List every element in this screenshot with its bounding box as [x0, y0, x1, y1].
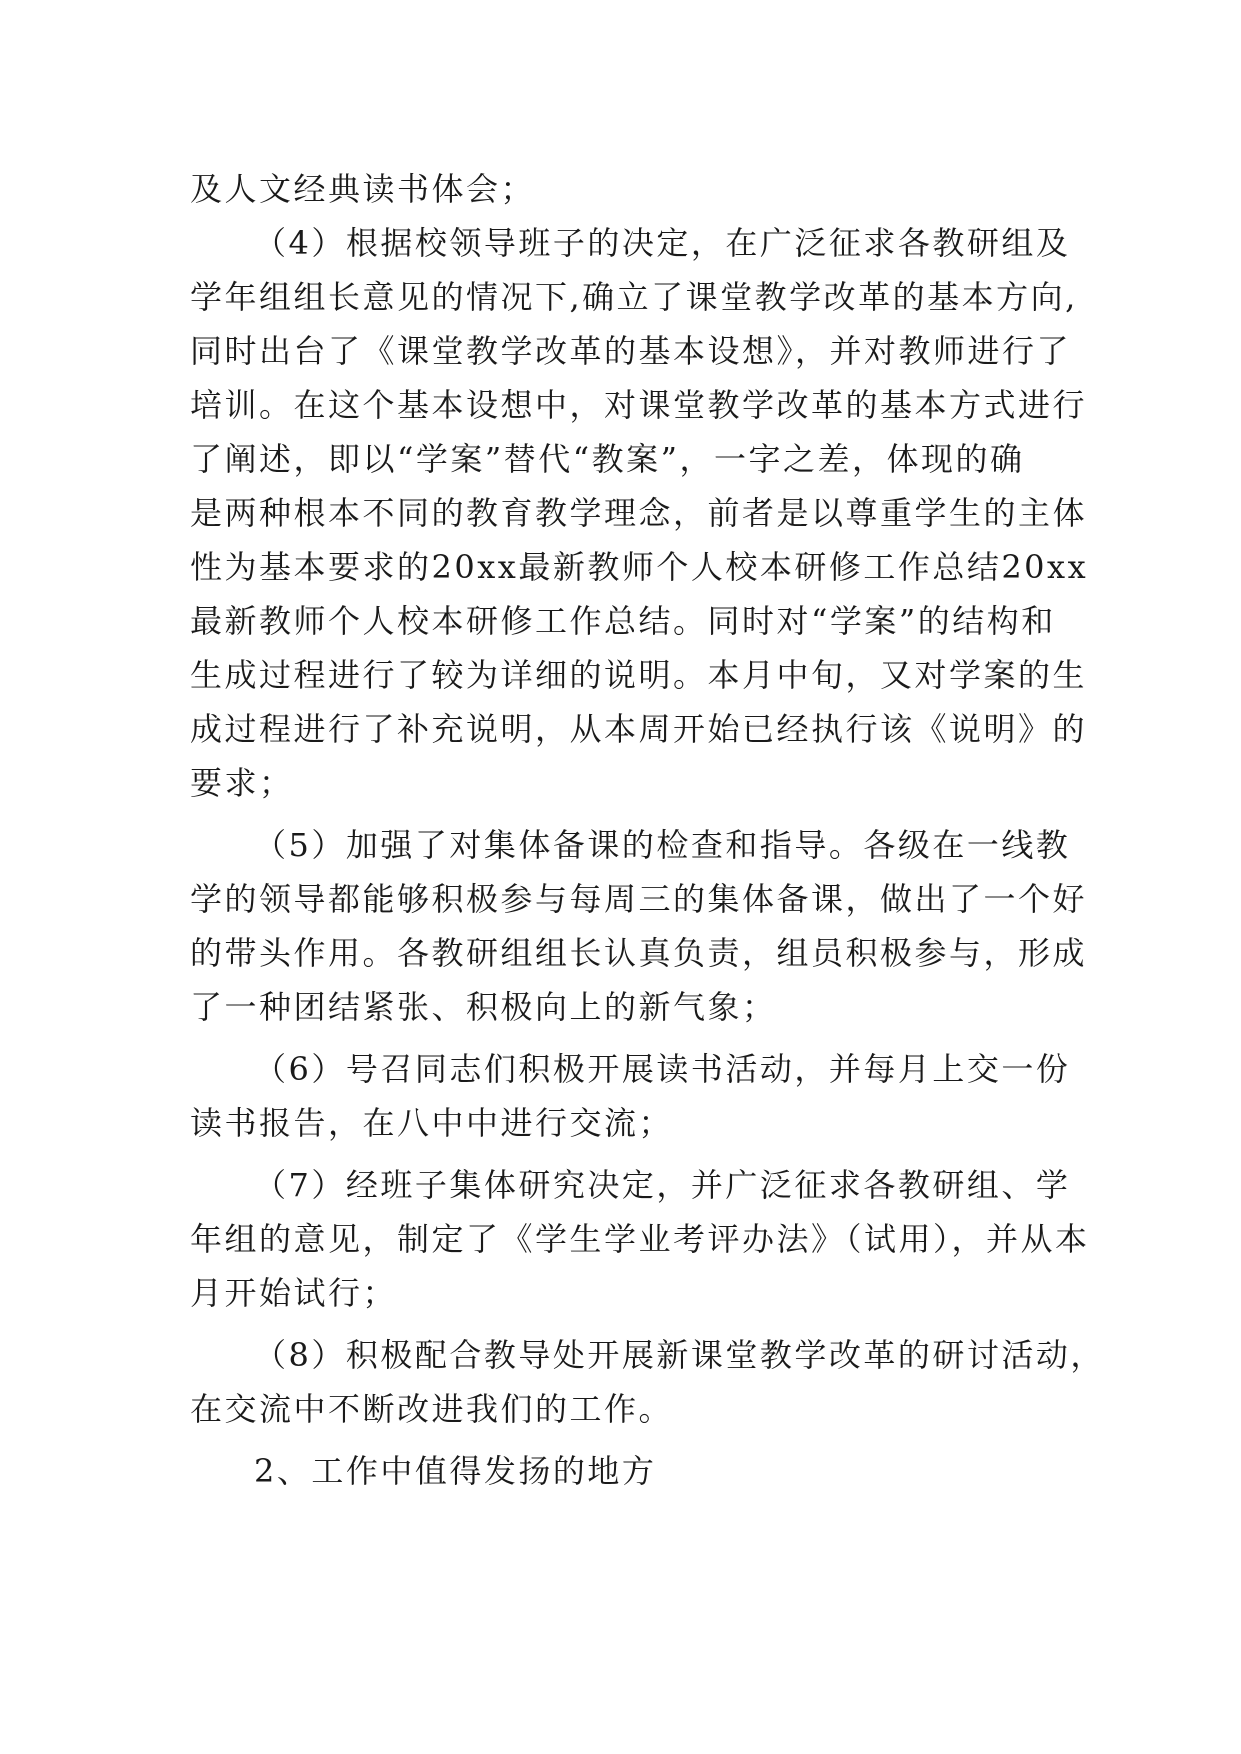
- text-line-4: 同时出台了《课堂教学改革的基本设想》，并对教师进行了: [190, 332, 1072, 370]
- text-line-6: 了阐述，即以“学案”替代“教案”，一字之差，体现的确: [190, 440, 1025, 478]
- text-line-10: 生成过程进行了较为详细的说明。本月中旬，又对学案的生: [190, 656, 1088, 694]
- text-line-23: 在交流中不断改进我们的工作。: [190, 1390, 674, 1428]
- text-line-5: 培训。在这个基本设想中，对课堂教学改革的基本方式进行: [190, 386, 1088, 424]
- text-line-1: 及人文经典读书体会；: [190, 170, 536, 208]
- text-line-7: 是两种根本不同的教育教学理念，前者是以尊重学生的主体: [190, 494, 1088, 532]
- text-line-16: 了一种团结紧张、积极向上的新气象；: [190, 988, 777, 1026]
- text-line-11: 成过程进行了补充说明，从本周开始已经执行该《说明》的: [190, 710, 1088, 748]
- text-line-22: （8）积极配合教导处开展新课堂教学改革的研讨活动，: [254, 1336, 1105, 1374]
- text-line-3: 学年组组长意见的情况下,确立了课堂教学改革的基本方向,: [190, 278, 1078, 316]
- section-heading: 2、工作中值得发扬的地方: [254, 1452, 657, 1490]
- text-line-20: 年组的意见，制定了《学生学业考评办法》（试用），并从本: [190, 1220, 1090, 1258]
- text-line-15: 的带头作用。各教研组组长认真负责，组员积极参与，形成: [190, 934, 1088, 972]
- text-line-19: （7）经班子集体研究决定，并广泛征求各教研组、学: [254, 1166, 1071, 1204]
- text-line-17: （6）号召同志们积极开展读书活动，并每月上交一份: [254, 1050, 1071, 1088]
- text-line-12: 要求；: [190, 764, 294, 802]
- text-line-21: 月开始试行；: [190, 1274, 398, 1312]
- text-line-18: 读书报告，在八中中进行交流；: [190, 1104, 674, 1142]
- text-line-13: （5）加强了对集体备课的检查和指导。各级在一线教: [254, 826, 1071, 864]
- text-line-14: 学的领导都能够积极参与每周三的集体备课，做出了一个好: [190, 880, 1088, 918]
- text-line-9: 最新教师个人校本研修工作总结。同时对“学案”的结构和: [190, 602, 1056, 640]
- text-line-8: 性为基本要求的20xx最新教师个人校本研修工作总结20xx: [190, 548, 1089, 586]
- text-line-2: （4）根据校领导班子的决定，在广泛征求各教研组及: [254, 224, 1071, 262]
